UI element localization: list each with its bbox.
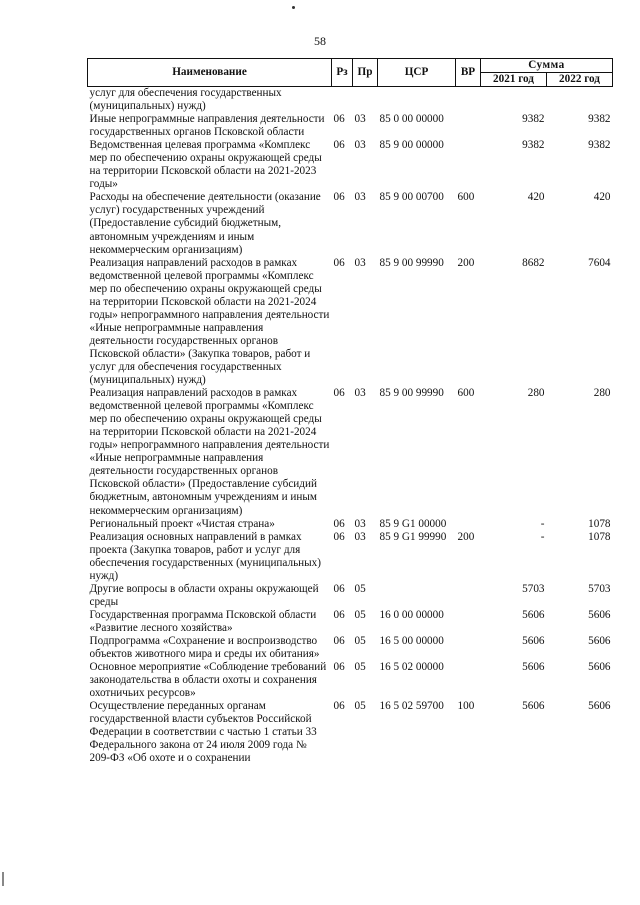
- table-row: [88, 87, 613, 114]
- row-pr: 03: [354, 113, 366, 126]
- row-name: Расходы на обеспечение деятельности (оказание услуг) государственных учреждений (Предоставление субсидий бюджетным, автономным учреждениям и иным некоммерческим организациям): [89, 191, 321, 256]
- header-csr: ЦСР: [378, 59, 456, 87]
- row-vr: 600: [457, 191, 475, 204]
- row-csr: 16 5 00 00000: [379, 634, 444, 647]
- table-row: [88, 583, 613, 609]
- row-sum-2021: 5606: [522, 634, 545, 647]
- header-rz: Рз: [332, 59, 353, 87]
- row-sum-2021: 420: [527, 191, 545, 204]
- row-name: Подпрограмма «Сохранение и воспроизводство объектов животного мира и среды их обитания»: [89, 634, 320, 661]
- row-sum-2022: 1078: [588, 530, 611, 543]
- row-sum-2021: 5606: [522, 608, 545, 621]
- row-pr: 03: [354, 517, 366, 530]
- row-sum-2022: [547, 87, 613, 114]
- row-rz: 06: [333, 634, 345, 647]
- row-pr: 05: [354, 608, 366, 621]
- row-sum-2022: 420: [593, 191, 611, 204]
- row-vr: [456, 113, 481, 139]
- row-vr: 100: [457, 700, 475, 713]
- row-rz: 06: [333, 387, 345, 400]
- row-name: услуг для обеспечения государственных (муниципальных) нужд): [89, 87, 282, 113]
- row-rz: 06: [333, 113, 345, 126]
- row-sum-2022: 7604: [588, 256, 611, 269]
- row-vr: 200: [457, 256, 475, 269]
- row-csr: 85 0 00 00000: [379, 113, 444, 126]
- row-csr: 85 9 G1 00000: [379, 517, 447, 530]
- table-row: [88, 191, 613, 256]
- budget-table: [87, 58, 613, 765]
- row-vr: [456, 583, 481, 609]
- row-vr: [456, 87, 481, 114]
- row-csr: 16 5 02 59700: [379, 700, 444, 713]
- table-row: [88, 531, 613, 583]
- table-row: [88, 113, 613, 139]
- row-sum-2021: 9382: [522, 113, 545, 126]
- table-row: [88, 387, 613, 517]
- row-pr: 03: [354, 530, 366, 543]
- row-name: Ведомственная целевая программа «Комплекс мер по обеспечению охраны окружающей среды на территории Псковской области на 2021-2023 годы»: [89, 139, 322, 191]
- row-vr: [456, 518, 481, 531]
- header-pr: Пр: [353, 59, 378, 87]
- row-pr: 03: [354, 139, 366, 152]
- row-sum-2022: 280: [593, 387, 611, 400]
- row-csr: 85 9 00 00000: [379, 139, 444, 152]
- row-vr: [456, 661, 481, 700]
- row-csr: 16 0 00 00000: [379, 608, 444, 621]
- row-pr: 03: [354, 387, 366, 400]
- row-sum-2021: -: [540, 517, 545, 530]
- row-csr: 85 9 G1 99990: [379, 530, 447, 543]
- row-pr: 03: [354, 191, 366, 204]
- table-body: [88, 87, 613, 766]
- table-row: [88, 257, 613, 387]
- row-name: Иные непрограммные направления деятельности государственных органов Псковской области: [89, 113, 325, 139]
- row-sum-2022: 1078: [588, 517, 611, 530]
- row-name: Государственная программа Псковской области «Развитие лесного хозяйства»: [89, 608, 317, 634]
- header-year-2022: 2022 год: [547, 73, 613, 87]
- row-csr: [378, 583, 456, 609]
- row-rz: 06: [333, 530, 345, 543]
- row-name: Реализация направлений расходов в рамках ведомственной целевой программы «Комплекс мер по обеспечению охраны окружающей среды на территории Псковской области на 2021-2024 годы» непрограммного направления деятельности «Иные непрограммные направления деятельности государственных органов Псковской области» (Закупка товаров, работ и услуг для обеспечения государственных (муниципальных) нужд): [89, 256, 330, 387]
- row-pr: 05: [354, 582, 366, 595]
- row-rz: 06: [333, 191, 345, 204]
- row-vr: 200: [457, 530, 475, 543]
- row-pr: 05: [354, 700, 366, 713]
- row-sum-2021: 9382: [522, 139, 545, 152]
- row-rz: 06: [333, 608, 345, 621]
- row-sum-2021: [481, 87, 547, 114]
- row-sum-2022: 5606: [588, 608, 611, 621]
- row-vr: [456, 139, 481, 191]
- table-row: [88, 661, 613, 700]
- row-csr: [378, 87, 456, 114]
- table-row: [88, 518, 613, 531]
- row-sum-2021: 8682: [522, 256, 545, 269]
- page-number: 58: [314, 34, 326, 48]
- row-sum-2022: 5703: [588, 582, 611, 595]
- row-pr: [353, 87, 378, 114]
- table-row: [88, 609, 613, 635]
- row-pr: 05: [354, 661, 366, 674]
- row-rz: 06: [333, 700, 345, 713]
- row-name: Региональный проект «Чистая страна»: [89, 517, 275, 530]
- row-name: Другие вопросы в области охраны окружающей среды: [89, 582, 319, 608]
- table-row: [88, 635, 613, 661]
- row-rz: 06: [333, 661, 345, 674]
- scan-dot: [292, 6, 295, 9]
- row-pr: 03: [354, 256, 366, 269]
- row-sum-2022: 5606: [588, 700, 611, 713]
- row-rz: 06: [333, 517, 345, 530]
- row-rz: [332, 87, 353, 114]
- table-row: [88, 700, 613, 765]
- row-csr: 85 9 00 00700: [379, 191, 444, 204]
- row-name: Реализация основных направлений в рамках проекта (Закупка товаров, работ и услуг для обеспечения государственных (муниципальных) нужд): [89, 530, 321, 582]
- row-rz: 06: [333, 139, 345, 152]
- row-name: Реализация направлений расходов в рамках ведомственной целевой программы «Комплекс мер по обеспечению охраны окружающей среды на территории Псковской области на 2021-2024 годы» непрограммного направления деятельности «Иные непрограммные направления деятельности государственных органов Псковской области» (Предоставление субсидий бюджетным, автономным учреждениям и иным некоммерческим организациям): [89, 387, 330, 517]
- row-sum-2021: 5606: [522, 661, 545, 674]
- row-sum-2022: 9382: [588, 113, 611, 126]
- row-sum-2021: 280: [527, 387, 545, 400]
- row-rz: 06: [333, 582, 345, 595]
- row-rz: 06: [333, 256, 345, 269]
- row-sum-2022: 9382: [588, 139, 611, 152]
- table-header: [88, 59, 613, 87]
- row-vr: 600: [457, 387, 475, 400]
- row-name: Осуществление переданных органам государственной власти субъектов Российской Федерации в соответствии с частью 1 статьи 33 Федерального закона от 24 июля 2009 года № 209-ФЗ «Об охоте и о сохранении: [89, 700, 317, 765]
- row-sum-2021: -: [540, 530, 545, 543]
- row-vr: [456, 635, 481, 661]
- row-sum-2021: 5606: [522, 700, 545, 713]
- row-csr: 16 5 02 00000: [379, 661, 444, 674]
- header-vr: ВР: [456, 59, 481, 87]
- row-csr: 85 9 00 99990: [379, 256, 444, 269]
- row-name: Основное мероприятие «Соблюдение требований законодательства в области охоты и сохранения охотничьих ресурсов»: [89, 661, 327, 700]
- scan-margin-mark: [2, 872, 4, 886]
- row-sum-2022: 5606: [588, 634, 611, 647]
- row-pr: 05: [354, 634, 366, 647]
- row-sum-2022: 5606: [588, 661, 611, 674]
- table-row: [88, 139, 613, 191]
- row-vr: [456, 609, 481, 635]
- header-year-2021: 2021 год: [481, 73, 547, 87]
- header-sum: Сумма: [481, 59, 613, 73]
- row-sum-2021: 5703: [522, 582, 545, 595]
- row-csr: 85 9 00 99990: [379, 387, 444, 400]
- header-name: Наименование: [88, 59, 332, 87]
